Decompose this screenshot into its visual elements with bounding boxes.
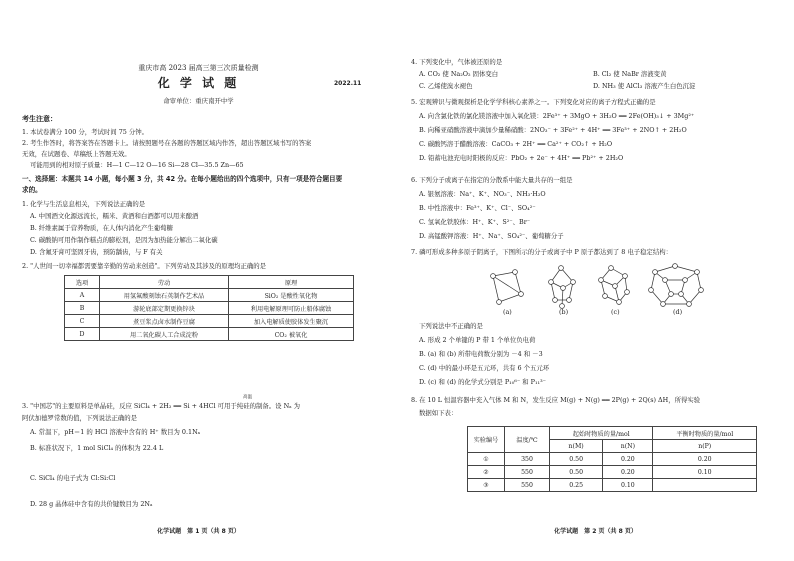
exam-header-title: 重庆市高 2023 届高三第三次质量检测: [138, 64, 259, 72]
section-heading: 一、选择题：本题共 14 小题，每小题 3 分，共 42 分。在每小题给出的四个选项中，只有一项是符合题目要: [22, 175, 343, 183]
table-header: 原理: [229, 276, 354, 289]
q3-option-d: D. 28 g 晶体硅中含有的共价键数目为 2Nₐ: [30, 500, 153, 508]
table-cell: 0.20: [603, 466, 653, 479]
section-heading-cont: 求的。: [22, 186, 42, 194]
table-row: [468, 466, 757, 479]
table-cell: [653, 479, 757, 492]
q3-stem-cont: 阿伏加德罗常数的值，下列说法正确的是: [22, 414, 138, 422]
table-cell: C: [65, 315, 100, 328]
structure-label: (a): [503, 308, 512, 316]
table-cell: 煮豆浆点卤水制作豆腐: [100, 315, 229, 328]
structure-b: [549, 266, 576, 309]
table-header-row: [65, 276, 354, 289]
q6-option-a: A. 银氨溶液：Na⁺、K⁺、NO₃⁻、NH₃·H₂O: [419, 190, 546, 198]
q1-option-c: C. 碳酸钠可用作制作糕点的膨松剂，是因为加热能分解出二氧化碳: [30, 236, 218, 244]
table-header-row: [468, 427, 757, 440]
structure-label: (c): [611, 308, 620, 316]
table-row: [65, 289, 354, 302]
table-header: 起始时物质的量/mol: [550, 427, 653, 440]
page-footer: 化学试题 第 2 页（共 8 页）: [554, 528, 637, 535]
table-cell: 用氢氟酸刻蚀石英制作艺术品: [100, 289, 229, 302]
table-cell: D: [65, 328, 100, 341]
table-subheader: n(N): [603, 440, 653, 453]
table-row: [65, 328, 354, 341]
q5-option-c: C. 碳酸钙溶于醋酸溶液：CaCO₃ + 2H⁺ ══ Ca²⁺ + CO₂↑ + H₂O: [419, 140, 613, 148]
q4-option-c: C. 乙烯使溴水褪色: [419, 82, 473, 90]
table-cell: B: [65, 302, 100, 315]
q6-option-b: B. 中性溶液中：Fe³⁺、K⁺、Cl⁻、SO₄²⁻: [419, 204, 536, 212]
table-header: 选项: [65, 276, 100, 289]
table-cell: 550: [505, 479, 550, 492]
q6-option-c: C. 氢氧化铁胶体：H⁺、K⁺、S²⁻、Br⁻: [419, 218, 531, 226]
q8-stem-cont: 数据如下表：: [419, 409, 458, 417]
table-cell: 0.20: [603, 453, 653, 466]
q8-stem: 8. 在 10 L 恒温容器中充入气体 M 和 N，发生反应 M(g) + N(g) ══ 2P(g) + 2Q(s) ΔH，所得实验: [411, 396, 701, 404]
table-cell: ①: [468, 453, 505, 466]
table-row: [65, 315, 354, 328]
structure-d: [649, 264, 704, 307]
table-cell: 0.50: [550, 466, 603, 479]
q1-option-a: A. 中国酒文化源远流长，糯米、黄酒和白酒都可以用来酿酒: [30, 212, 199, 220]
q1-option-d: D. 含氟牙膏可坚固牙齿，预防龋齿，与 F 有关: [30, 248, 163, 256]
table-cell: 利用电解原理可防止船体腐蚀: [229, 302, 354, 315]
q6-stem: 6. 下列分子或离子在指定的分散系中能大量共存的一组是: [411, 176, 573, 184]
q1-stem: 1. 化学与生活息息相关，下列说法正确的是: [22, 200, 146, 208]
q6-option-d: D. 高锰酸钾溶液：H⁺、Na⁺、SO₄²⁻、葡萄糖分子: [419, 232, 564, 240]
q2-stem: 2. "人世间一切幸福都需要靠辛勤的劳动来创造"。下列劳动及其涉及的原理均正确的是: [22, 262, 267, 270]
q5-option-a: A. 向含氯化铁的氯化镁溶液中加入氧化镁：2Fe³⁺ + 3MgO + 3H₂O ══ 2Fe(OH)₃↓ + 3Mg²⁺: [419, 112, 695, 120]
table-cell: 550: [505, 466, 550, 479]
q7-option-d: D. (c) 和 (d) 的化学式分别是 P₁₀⁶⁻ 和 P₁₁³⁻: [419, 378, 547, 386]
table-cell: 0.20: [653, 453, 757, 466]
q3-option-c: C. SiCl₄ 的电子式为 Cl:Si:Cl: [30, 474, 116, 482]
q7-option-c: C. (d) 中的最小环是五元环，共有 6 个五元环: [419, 364, 550, 372]
table-cell: 游轮底部定期更换锌块: [100, 302, 229, 315]
q4-option-d: D. NH₃ 使 AlCl₃ 溶液产生白色沉淀: [593, 82, 696, 90]
q7-option-a: A. 形成 2 个单键的 P 带 1 个单位负电荷: [419, 336, 536, 344]
q7-stem: 7. 磷可形成多种多原子阴离子，下图所示的分子或离子中 P 原子都达到了 8 电子稳定结构：: [411, 248, 673, 256]
q2-table: [64, 275, 354, 341]
subject-title: 化 学 试 题: [157, 76, 240, 90]
q5-option-b: B. 向稀亚硝酸溶液中滴加少量稀硝酸：2NO₃⁻ + 3Fe²⁺ + 4H⁺ ══ 3Fe³⁺ + 2NO↑ + 2H₂O: [419, 126, 687, 134]
table-cell: CO₂ 被氧化: [229, 328, 354, 341]
structure-label: (d): [673, 308, 683, 316]
q1-option-b: B. 纤维素属于营养物质，在人体内消化产生葡萄糖: [30, 224, 173, 232]
exam-date: 2022.11: [334, 80, 362, 87]
table-row: [65, 302, 354, 315]
q5-stem: 5. 宏观辨识与微观探析是化学学科核心素养之一。下列变化对应的离子方程式正确的是: [411, 98, 656, 106]
q3-stem: 3. "中国芯"的主要原料是单晶硅，反应 SiCl₄ + 2H₂ ══ Si + 4HCl 可用于纯硅的制备。设 Nₐ 为: [22, 402, 301, 410]
table-cell: A: [65, 289, 100, 302]
q4-option-a: A. CO₂ 使 Na₂O₂ 固体变白: [419, 70, 499, 78]
right-page: [397, 0, 794, 561]
q7-sub: 下列说法中不正确的是: [419, 322, 483, 330]
note-line: 无效，在试题卷、草稿纸上答题无效。: [22, 150, 131, 158]
phosphorus-structures-figure: [485, 262, 725, 322]
q3-option-a: A. 常温下，pH＝1 的 HCl 溶液中含有的 H⁺ 数目为 0.1Nₐ: [30, 428, 201, 436]
table-header: 实验编号: [468, 427, 505, 453]
q4-option-b: B. Cl₂ 使 NaBr 溶液变黄: [593, 70, 667, 78]
structure-label: (b): [559, 308, 569, 316]
table-cell: ②: [468, 466, 505, 479]
table-cell: 350: [505, 453, 550, 466]
note-line: 1. 本试卷满分 100 分，考试时间 75 分钟。: [22, 128, 149, 136]
table-header: 温度/℃: [505, 427, 550, 453]
note-line: 2. 考生作答时，将答案答在答题卡上。请按照题号在各题的答题区域内作答，超出答题区域书写的答案: [22, 139, 312, 147]
page-footer: 化学试题 第 1 页（共 8 页）: [157, 528, 240, 535]
table-subheader: n(P): [653, 440, 757, 453]
table-subheader: n(M): [550, 440, 603, 453]
table-cell: 用二氧化碳人工合成淀粉: [100, 328, 229, 341]
notes-heading: 考生注意：: [22, 115, 57, 123]
atomic-mass-line: 可能用到的相对原子质量：H—1 C—12 O—16 Si—28 Cl—35.5 Zn—65: [30, 161, 244, 169]
q3-option-b: B. 标准状况下，1 mol SiCl₄ 的体积为 22.4 L: [30, 444, 164, 452]
q5-option-d: D. 铅蓄电池充电时阳极的反应：PbO₂ + 2e⁻ + 4H⁺ ══ Pb²⁺ + 2H₂O: [419, 154, 624, 162]
table-row: [468, 479, 757, 492]
structure-a: [491, 270, 524, 305]
q3-condition: 高温: [243, 395, 252, 400]
table-header: 平衡时物质的量/mol: [653, 427, 757, 440]
q7-option-b: B. (a) 和 (b) 所带电荷数分别为 －4 和 －3: [419, 350, 543, 358]
table-cell: 加入电解质使胶体发生聚沉: [229, 315, 354, 328]
q8-table: [467, 426, 757, 492]
table-cell: SiO₂ 是酸性氧化物: [229, 289, 354, 302]
table-cell: ③: [468, 479, 505, 492]
structure-c: [599, 266, 630, 305]
table-cell: 0.10: [653, 466, 757, 479]
q4-stem: 4. 下列变化中，气体被还原的是: [411, 58, 503, 66]
table-header: 劳动: [100, 276, 229, 289]
exam-unit: 命审单位：重庆南开中学: [163, 97, 234, 105]
table-cell: 0.10: [603, 479, 653, 492]
table-cell: 0.50: [550, 453, 603, 466]
table-cell: 0.25: [550, 479, 603, 492]
table-row: [468, 453, 757, 466]
